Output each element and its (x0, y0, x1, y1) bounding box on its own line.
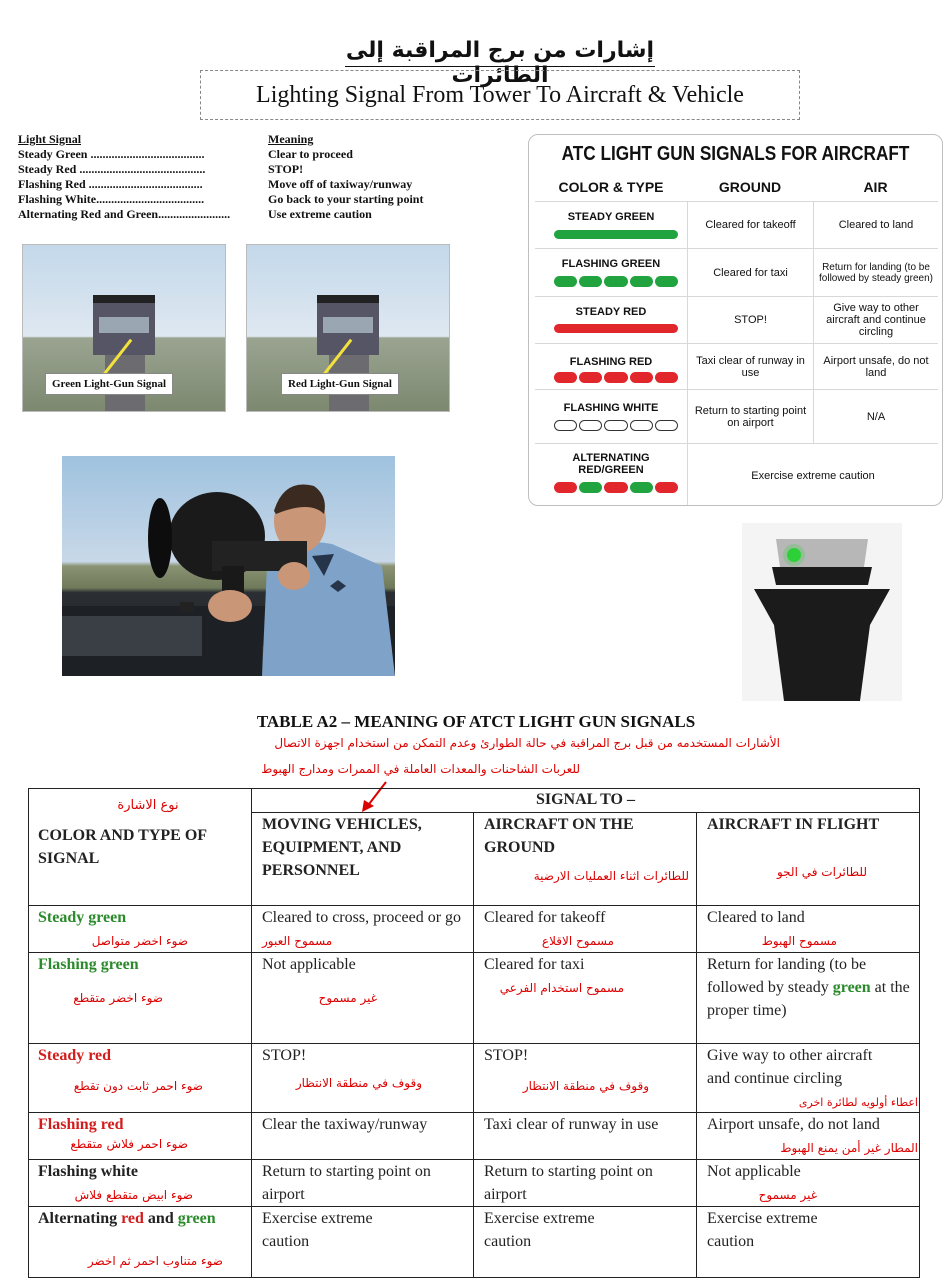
light-gun-operator-photo (62, 456, 395, 676)
moving-meaning: Not applicable (262, 956, 356, 973)
moving-meaning (262, 906, 470, 953)
signal-ar-text: ضوء متناوب احمر ثم اخضر (87, 1254, 223, 1268)
atc-signal-type (535, 390, 687, 443)
ground-meaning: STOP! (484, 1047, 529, 1064)
signal-ar-text: ضوء ابيض متقطع فلاش (74, 1188, 193, 1202)
ground-ar (484, 1074, 649, 1098)
atc-air-meaning: Return for landing (to be followed by steady green) (813, 249, 938, 296)
table-border (28, 1277, 920, 1278)
ground-ar (484, 929, 614, 953)
signal-alternating-pre: Alternating (38, 1210, 118, 1227)
atc-air-meaning: Give way to other aircraft and continue circling (813, 297, 938, 343)
legend-col-meaning: Meaning (268, 132, 314, 146)
ground-meaning: Taxi clear of runway in use (484, 1116, 659, 1133)
tower-window (323, 317, 373, 333)
flight-ar (707, 1183, 817, 1207)
legend-row (18, 207, 458, 222)
flight-meaning: Exercise extreme caution (707, 1210, 818, 1250)
steady-red-lamp-icon (554, 324, 678, 333)
moving-meaning-text: Cleared to cross, proceed or go (262, 909, 462, 926)
signal-ar (38, 1132, 188, 1156)
ground-ar-text: وقوف في منطقة الانتظار (522, 1079, 649, 1093)
red-gun-photo (246, 244, 450, 412)
ground-ar-text: مسموح الاقلاع (541, 934, 614, 948)
atc-row (535, 389, 938, 443)
operator-illustration (62, 456, 395, 676)
atc-col-air: AIR (863, 179, 888, 195)
signal-ar (38, 986, 163, 1010)
atc-row (535, 443, 938, 506)
signal-flashing-red: Flashing red (38, 1116, 124, 1133)
col-color-type: COLOR AND TYPE OF SIGNAL (38, 827, 207, 867)
signal-ar-text: ضوء اخضر متقطع (73, 991, 163, 1005)
atc-type-label: ALTERNATING RED/GREEN (572, 452, 650, 476)
column-divider (251, 788, 252, 1278)
arabic-signal-type: نوع الاشارة (117, 798, 179, 813)
col-moving: MOVING VEHICLES, EQUIPMENT, AND PERSONNEL (262, 816, 422, 879)
flashing-red-lamp-icon (554, 372, 678, 383)
arabic-note-line-2: للعربات الشاحنات والمعدات العاملة في الممرات ومدارج الهبوط (261, 762, 580, 776)
flight-meaning-post: at the proper time) (707, 979, 910, 1019)
green-gun-photo (22, 244, 226, 412)
page-title-text: Lighting Signal From Tower To Aircraft & Vehicle (256, 81, 744, 108)
legend-row (18, 192, 458, 207)
signal-steady-red: Steady red (38, 1047, 112, 1064)
tower-light-icon (742, 523, 902, 701)
atc-col-ground: GROUND (718, 179, 782, 195)
ground-meaning: Return to starting point on airport (484, 1163, 653, 1203)
moving-meaning: Clear the taxiway/runway (262, 1116, 428, 1133)
steady-green-lamp-icon (554, 230, 678, 239)
moving-ar (262, 986, 377, 1010)
moving-ar (262, 1071, 422, 1095)
atc-ground-meaning: STOP! (687, 297, 813, 343)
col-aircraft-flight: AIRCRAFT IN FLIGHT (707, 816, 880, 833)
moving-meaning: Return to starting point on airport (262, 1163, 431, 1203)
legend-signal: Flashing White.................................... (18, 192, 205, 206)
atc-row (535, 201, 938, 248)
atc-ground-meaning: Cleared for takeoff (687, 202, 813, 248)
moving-ar-text: غير مسموح (318, 991, 377, 1005)
atc-signal-type (535, 202, 687, 248)
ground-ar (484, 976, 624, 1000)
legend-meaning: Go back to your starting point (268, 192, 424, 206)
signal-alternating (38, 1207, 243, 1230)
atc-card-title: ATC LIGHT GUN SIGNALS FOR AIRCRAFT (561, 143, 910, 165)
table-title: TABLE A2 – MEANING OF ATCT LIGHT GUN SIGNALS (256, 712, 696, 731)
legend-signal: Flashing Red ...................................... (18, 177, 203, 191)
signal-alternating-green: green (177, 1210, 216, 1227)
flight-meaning: Cleared to land (707, 909, 805, 926)
atc-row (535, 296, 938, 343)
ground-meaning: Exercise extreme caution (484, 1210, 595, 1250)
flight-ar-text: مسموح الهبوط (761, 934, 837, 948)
arabic-ground-text: للطائرات اثناء العمليات الارضية (533, 869, 689, 883)
signal-alternating-mid: and (147, 1210, 174, 1227)
ground-meaning: Cleared for taxi (484, 956, 585, 973)
atc-col-color-type: COLOR & TYPE (558, 179, 664, 195)
flight-meaning-pre: Return for landing (to be followed by steady (707, 956, 867, 996)
flight-meaning: Not applicable (707, 1163, 801, 1180)
flight-meaning: Airport unsafe, do not land (707, 1116, 880, 1133)
legend-meaning: STOP! (268, 162, 304, 176)
flashing-white-lamp-icon (554, 420, 678, 431)
arabic-note-line-1: الأشارات المستخدمه من قبل برج المراقبة في حالة الطوارئ وعدم التمكن من استخدام اجهزة الاتصال (274, 736, 780, 750)
atc-signal-type (535, 344, 687, 389)
flight-ar-text: اعطاء أولويه لطائرة اخرى (798, 1096, 918, 1109)
moving-ar: مسموح العبور (262, 934, 333, 948)
flight-meaning-green: green (832, 979, 871, 996)
signal-alternating-red: red (121, 1210, 144, 1227)
tower-window (99, 317, 149, 333)
column-divider (696, 812, 697, 1278)
signal-ar-text: ضوء احمر فلاش متقطع (70, 1137, 188, 1151)
atc-type-label: FLASHING GREEN (561, 258, 661, 270)
atc-both-meaning: Exercise extreme caution (687, 444, 938, 506)
signal-ar (38, 929, 188, 953)
flight-ar-text: المطار غير أمن يمنع الهبوط (780, 1141, 918, 1155)
col-aircraft-ground: AIRCRAFT ON THE GROUND (484, 816, 634, 856)
legend-col-signal: Light Signal (18, 132, 82, 146)
legend-signal: Alternating Red and Green........................ (18, 207, 231, 221)
control-tower-icon (742, 523, 902, 701)
legend-meaning: Clear to proceed (268, 147, 353, 161)
signal-ar-text: ضوء احمر ثابت دون تقطع (73, 1079, 203, 1093)
legend-signal: Steady Green ...................................... (18, 147, 205, 161)
signal-ar (38, 1183, 193, 1207)
flight-meaning (707, 953, 912, 1022)
page-title (200, 70, 800, 120)
table-border (28, 788, 29, 1278)
legend-row (18, 162, 458, 177)
signal-flashing-green: Flashing green (38, 956, 139, 973)
atc-ground-meaning: Taxi clear of runway in use (687, 344, 813, 389)
photo-caption: Red Light-Gun Signal (281, 373, 399, 395)
atc-ground-meaning: Cleared for taxi (687, 249, 813, 296)
flight-ar (740, 1136, 918, 1160)
atc-type-label: STEADY RED (575, 306, 647, 318)
atc-type-label: STEADY GREEN (567, 211, 655, 223)
moving-meaning: STOP! (262, 1047, 307, 1064)
atc-row (535, 343, 938, 389)
ground-ar-text: مسموح استخدام الفرعي (499, 981, 624, 995)
signals-table (28, 788, 920, 1278)
atc-type-label: FLASHING WHITE (563, 402, 659, 414)
ground-meaning: Cleared for takeoff (484, 909, 606, 926)
column-divider (473, 812, 474, 1278)
atc-type-label: FLASHING RED (569, 356, 653, 368)
legend-signal: Steady Red .......................................... (18, 162, 206, 176)
arabic-ground (484, 864, 689, 888)
signal-steady-green: Steady green (38, 909, 127, 926)
legend-scan (18, 132, 458, 422)
atc-signals-card (528, 134, 943, 506)
atc-signal-type (535, 297, 687, 343)
arabic-flight (707, 860, 867, 884)
atc-air-meaning: Cleared to land (813, 202, 938, 248)
title-underline (345, 66, 655, 67)
atc-air-meaning: N/A (813, 390, 938, 443)
signal-ar (38, 1074, 203, 1098)
moving-ar-text: وقوف في منطقة الانتظار (295, 1076, 422, 1090)
signal-flashing-white: Flashing white (38, 1163, 139, 1180)
photo-caption: Green Light-Gun Signal (45, 373, 173, 395)
legend-row (18, 177, 458, 192)
flight-meaning: Give way to other aircraft and continue circling (707, 1047, 873, 1087)
alternating-lamp-icon (554, 482, 678, 493)
signal-to-header: SIGNAL TO – (535, 791, 635, 808)
atc-row (535, 248, 938, 296)
atc-signal-type (535, 444, 687, 506)
flight-ar (788, 1090, 918, 1114)
table-border (919, 788, 920, 1278)
signal-ar-text: ضوء اخضر متواصل (91, 934, 188, 948)
atc-signal-type (535, 249, 687, 296)
arabic-flight-text: للطائرات في الجو (776, 865, 867, 879)
legend-row (18, 147, 458, 162)
legend-header (18, 132, 458, 147)
atc-air-meaning: Airport unsafe, do not land (813, 344, 938, 389)
legend-meaning: Use extreme caution (268, 207, 372, 221)
moving-meaning: Exercise extreme caution (262, 1210, 373, 1250)
arabic-title: إشارات من برج المراقبة إلى الطائرات (345, 38, 655, 88)
flashing-green-lamp-icon (554, 276, 678, 287)
legend-meaning: Move off of taxiway/runway (268, 177, 413, 191)
signal-ar (38, 1249, 223, 1273)
flight-ar-text: غير مسموح (758, 1188, 817, 1202)
flight-ar (707, 929, 837, 953)
atc-ground-meaning: Return to starting point on airport (687, 390, 813, 443)
